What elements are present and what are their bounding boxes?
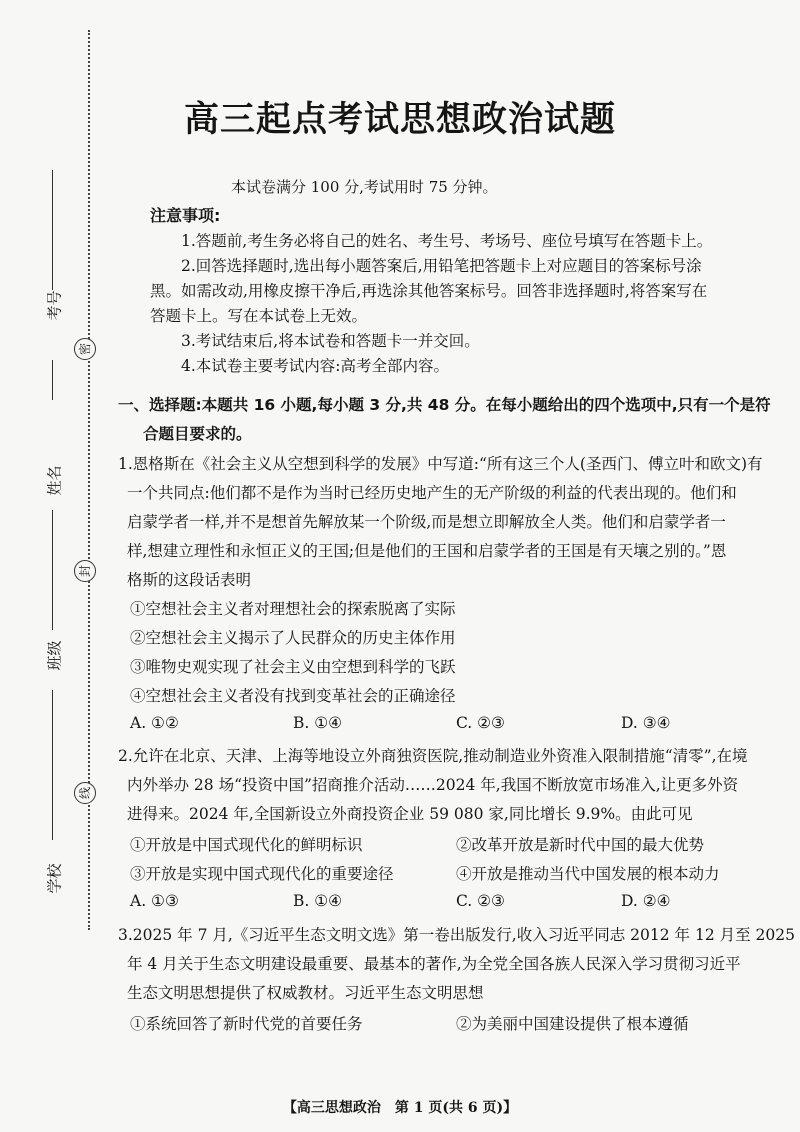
q3-stem-3: 生态文明思想提供了权威教材。习近平生态文明思想 bbox=[127, 984, 484, 1002]
q3-item-2: ②为美丽中国建设提供了根本遵循 bbox=[456, 1015, 689, 1033]
exam-meta: 本试卷满分 100 分,考试用时 75 分钟。 bbox=[231, 178, 498, 196]
page-footer: 【高三思想政治 第 1 页(共 6 页)】 bbox=[282, 1100, 518, 1116]
q1-option-a[interactable]: A. ①② bbox=[130, 714, 179, 732]
q3-stem-2: 年 4 月关于生态文明建设最重要、最基本的著作,为全党全国各族人民深入学习贯彻习近平 bbox=[127, 955, 741, 973]
banji-field bbox=[34, 640, 74, 671]
banji-line bbox=[52, 690, 53, 840]
q1-item-1: ①空想社会主义者对理想社会的探索脱离了实际 bbox=[130, 600, 456, 618]
q1-stem-4: 样,想建立理性和永恒正义的王国;但是他们的王国和启蒙学者的王国是有天壤之别的。”恩 bbox=[127, 542, 727, 560]
seal-char-xian: 线 bbox=[74, 782, 96, 804]
q1-stem-5: 格斯的这段话表明 bbox=[127, 571, 252, 589]
q1-stem-2: 一个共同点:他们都不是作为当时已经历史地产生的无产阶级的利益的代表出现的。他们和 bbox=[127, 484, 737, 502]
notice-line-3: 黑。如需改动,用橡皮擦干净后,再选涂其他答案标号。回答非选择题时,将答案写在 bbox=[150, 282, 708, 300]
q2-stem-2: 内外举办 28 场“投资中国”招商推介活动……2024 年,我国不断放宽市场准入,让更多外资 bbox=[127, 776, 739, 794]
q1-item-3: ③唯物史观实现了社会主义由空想到科学的飞跃 bbox=[130, 658, 456, 676]
q1-option-c[interactable]: C. ②③ bbox=[456, 714, 505, 732]
notice-line-2: 2.回答选择题时,选出每小题答案后,用铅笔把答题卡上对应题目的答案标号涂 bbox=[181, 257, 702, 275]
q1-item-4: ④空想社会主义者没有找到变革社会的正确途径 bbox=[130, 687, 456, 705]
xingming-line bbox=[52, 510, 53, 630]
q1-stem-1: 1.恩格斯在《社会主义从空想到科学的发展》中写道:“所有这三个人(圣西门、傅立叶和欧文)有 bbox=[118, 455, 763, 473]
banji-label: 班级 bbox=[45, 640, 64, 671]
q2-item-1: ①开放是中国式现代化的鲜明标识 bbox=[130, 836, 363, 854]
q2-option-d[interactable]: D. ②④ bbox=[621, 892, 671, 910]
section-heading-cont: 合题目要求的。 bbox=[143, 425, 252, 443]
q2-stem-1: 2.允许在北京、天津、上海等地设立外商独资医院,推动制造业外资准入限制措施“清零”,在境 bbox=[118, 747, 748, 765]
xuexiao-field bbox=[34, 863, 74, 894]
kaohao-field bbox=[34, 290, 74, 321]
binding-margin bbox=[0, 0, 110, 1132]
q1-option-b[interactable]: B. ①④ bbox=[293, 714, 343, 732]
kaohao-line bbox=[52, 170, 53, 290]
q1-option-d[interactable]: D. ③④ bbox=[621, 714, 671, 732]
seal-char-feng: 封 bbox=[74, 560, 96, 582]
notice-line-1: 1.答题前,考生务必将自己的姓名、考生号、考场号、座位号填写在答题卡上。 bbox=[181, 232, 713, 250]
q2-item-4: ④开放是推动当代中国发展的根本动力 bbox=[456, 865, 720, 883]
notice-line-4: 答题卡上。写在本试卷上无效。 bbox=[150, 307, 368, 325]
xingming-line-top bbox=[52, 360, 53, 400]
q2-item-2: ②改革开放是新时代中国的最大优势 bbox=[456, 836, 705, 854]
seal-char-mi: 密 bbox=[74, 338, 96, 360]
notice-line-6: 4.本试卷主要考试内容:高考全部内容。 bbox=[181, 357, 450, 375]
section-heading: 一、选择题:本题共 16 小题,每小题 3 分,共 48 分。在每小题给出的四个选项中,只有一个是符 bbox=[118, 396, 771, 414]
q2-option-b[interactable]: B. ①④ bbox=[293, 892, 343, 910]
xingming-label: 姓名 bbox=[45, 465, 64, 496]
q1-item-2: ②空想社会主义揭示了人民群众的历史主体作用 bbox=[130, 629, 456, 647]
q1-stem-3: 启蒙学者一样,并不是想首先解放某一个阶级,而是想立即解放全人类。他们和启蒙学者一 bbox=[127, 513, 726, 531]
q3-stem-1: 3.2025 年 7 月,《习近平生态文明文选》第一卷出版发行,收入习近平同志 2012 年 12 月至 2025 bbox=[118, 926, 795, 944]
notice-line-5: 3.考试结束后,将本试卷和答题卡一并交回。 bbox=[181, 332, 480, 350]
q2-item-3: ③开放是实现中国式现代化的重要途径 bbox=[130, 865, 394, 883]
xuexiao-label: 学校 bbox=[45, 863, 64, 894]
notice-heading: 注意事项: bbox=[150, 206, 221, 225]
q3-item-1: ①系统回答了新时代党的首要任务 bbox=[130, 1015, 363, 1033]
exam-title: 高三起点考试思想政治试题 bbox=[183, 100, 616, 140]
q2-stem-3: 进得来。2024 年,全国新设立外商投资企业 59 080 家,同比增长 9.9%。由此可见 bbox=[127, 805, 693, 823]
xingming-field bbox=[34, 465, 74, 496]
q2-option-c[interactable]: C. ②③ bbox=[456, 892, 505, 910]
kaohao-label: 考号 bbox=[45, 290, 64, 321]
q2-option-a[interactable]: A. ①③ bbox=[130, 892, 179, 910]
